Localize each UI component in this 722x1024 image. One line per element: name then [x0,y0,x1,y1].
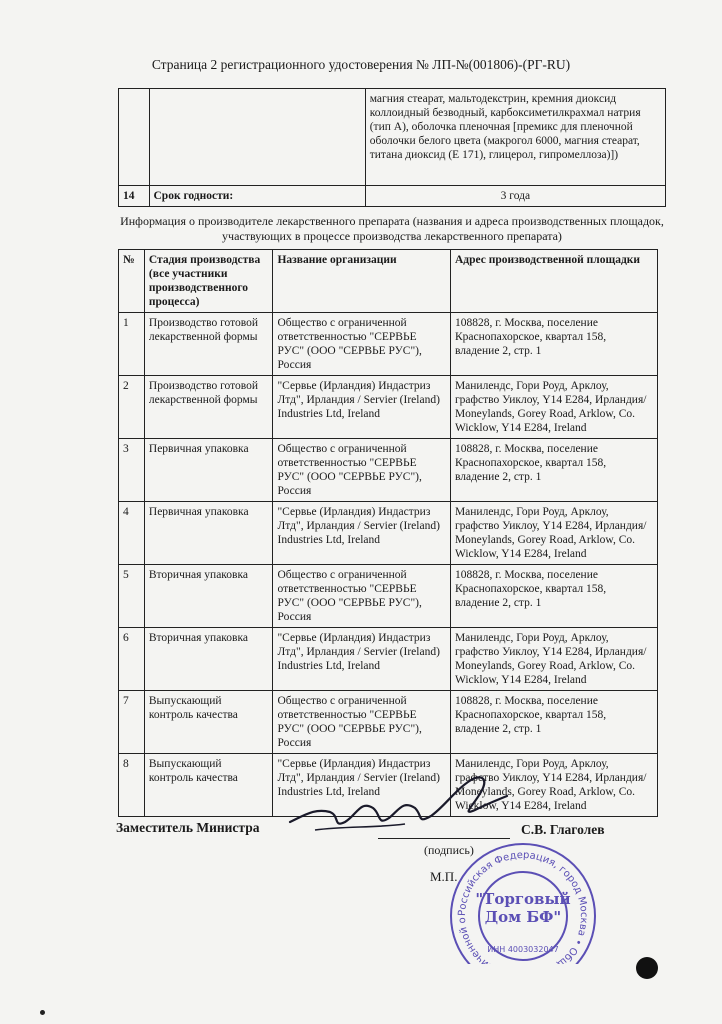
shelf-life-label: Срок годности: [149,186,365,207]
table-row [119,565,658,628]
composition-table [118,88,666,207]
row-stage: Производство готовой лекарственной формы [144,313,273,376]
manufacturer-table [118,249,658,817]
row-stage: Производство готовой лекарственной формы [144,376,273,439]
table-row [119,313,658,376]
row-number: 2 [119,376,145,439]
scan-dot [40,1010,45,1015]
row-organization: Общество с ограниченной ответственностью "СЕРВЬЕ РУС" (ООО "СЕРВЬЕ РУС"), Россия [273,565,450,628]
stamp-inner-line1: "Торговый [475,890,571,908]
row-address: 108828, г. Москва, поселение Краснопахорское, квартал 158, владение 2, стр. 1 [450,565,657,628]
header-stage: Стадия производства (все участники производственного процесса) [144,250,273,313]
row-stage: Первичная упаковка [144,502,273,565]
stamp-inn: ИНН 4003032047 [487,945,559,954]
row-address: 108828, г. Москва, поселение Краснопахорское, квартал 158, владение 2, стр. 1 [450,313,657,376]
table-row [119,186,666,207]
punch-hole-mark [636,957,658,979]
header-num: № [119,250,145,313]
row-address: Манилендс, Гори Роуд, Арклоу, графство Уиклоу, Y14 E284, Ирландия/ Moneylands, Gorey Road, Arklow, Co. Wicklow, Y14 E284, Ireland [450,754,657,817]
composition-continued-text: магния стеарат, мальтодекстрин, кремния диоксид коллоидный безводный, карбоксиметилкрахмал натрия (тип А), оболочка пленочная [премикс для пленочной оболочки белого цвета (макрогол 6000, магния стеарат, титана диоксид (Е 171), глицерол, гипромеллоза)]) [365,89,665,186]
row-number: 5 [119,565,145,628]
row-organization: Общество с ограниченной ответственностью "СЕРВЬЕ РУС" (ООО "СЕРВЬЕ РУС"), Россия [273,691,450,754]
stamp-outer-text: Российская Федерация, город Москва • Общ иченной о [456,849,590,964]
shelf-life-value: 3 года [365,186,665,207]
row-address: Манилендс, Гори Роуд, Арклоу, графство Уиклоу, Y14 E284, Ирландия/ Moneylands, Gorey Road, Arklow, Co. Wicklow, Y14 E284, Ireland [450,502,657,565]
row-number: 3 [119,439,145,502]
row-stage: Вторичная упаковка [144,565,273,628]
stamp-inner-line2: Дом БФ" [484,908,562,926]
row-organization: Общество с ограниченной ответственностью "СЕРВЬЕ РУС" (ООО "СЕРВЬЕ РУС"), Россия [273,439,450,502]
row-organization: "Сервье (Ирландия) Индастриз Лтд", Ирландия / Servier (Ireland) Industries Ltd, Ireland [273,628,450,691]
header-address: Адрес производственной площадки [450,250,657,313]
signature [285,760,515,845]
row-stage: Вторичная упаковка [144,628,273,691]
row-organization: "Сервье (Ирландия) Индастриз Лтд", Ирландия / Servier (Ireland) Industries Ltd, Ireland [273,502,450,565]
row-address: 108828, г. Москва, поселение Краснопахорское, квартал 158, владение 2, стр. 1 [450,691,657,754]
row-number: 6 [119,628,145,691]
stamp-place-label: М.П. [430,869,458,884]
header-org: Название организации [273,250,450,313]
signature-caption: (подпись) [424,843,474,857]
manufacturer-caption: Информация о производителе лекарственного препарата (названия и адреса производственных площадок, участвующих в процессе производства лекарственного препарата) [120,214,664,243]
table-row [119,691,658,754]
row-organization: "Сервье (Ирландия) Индастриз Лтд", Ирландия / Servier (Ireland) Industries Ltd, Ireland [273,376,450,439]
company-stamp [447,840,599,969]
table-row [119,502,658,565]
row-address: Манилендс, Гори Роуд, Арклоу, графство Уиклоу, Y14 E284, Ирландия/ Moneylands, Gorey Road, Arklow, Co. Wicklow, Y14 E284, Ireland [450,376,657,439]
page-header: Страница 2 регистрационного удостоверения № ЛП-№(001806)-(РГ-RU) [151,57,571,72]
signatory-name: С.В. Глаголев [521,822,605,837]
row-number: 1 [119,313,145,376]
row-number: 8 [119,754,145,817]
table-row [119,628,658,691]
row-organization: Общество с ограниченной ответственностью "СЕРВЬЕ РУС" (ООО "СЕРВЬЕ РУС"), Россия [273,313,450,376]
row-stage: Выпускающий контроль качества [144,754,273,817]
row-stage: Выпускающий контроль качества [144,691,273,754]
row-organization: "Сервье (Ирландия) Индастриз Лтд", Ирландия / Servier (Ireland) Industries Ltd, Ireland [273,754,450,817]
row-number: 7 [119,691,145,754]
row-number: 4 [119,502,145,565]
table-header-row [119,250,658,313]
signature-line [378,838,510,839]
table-row [119,89,666,186]
row-address: Манилендс, Гори Роуд, Арклоу, графство Уиклоу, Y14 E284, Ирландия/ Moneylands, Gorey Road, Arklow, Co. Wicklow, Y14 E284, Ireland [450,628,657,691]
signatory-title: Заместитель Министра [116,820,260,835]
row-number: 14 [119,186,150,207]
table-row [119,376,658,439]
table-row [119,439,658,502]
row-address: 108828, г. Москва, поселение Краснопахорское, квартал 158, владение 2, стр. 1 [450,439,657,502]
row-stage: Первичная упаковка [144,439,273,502]
